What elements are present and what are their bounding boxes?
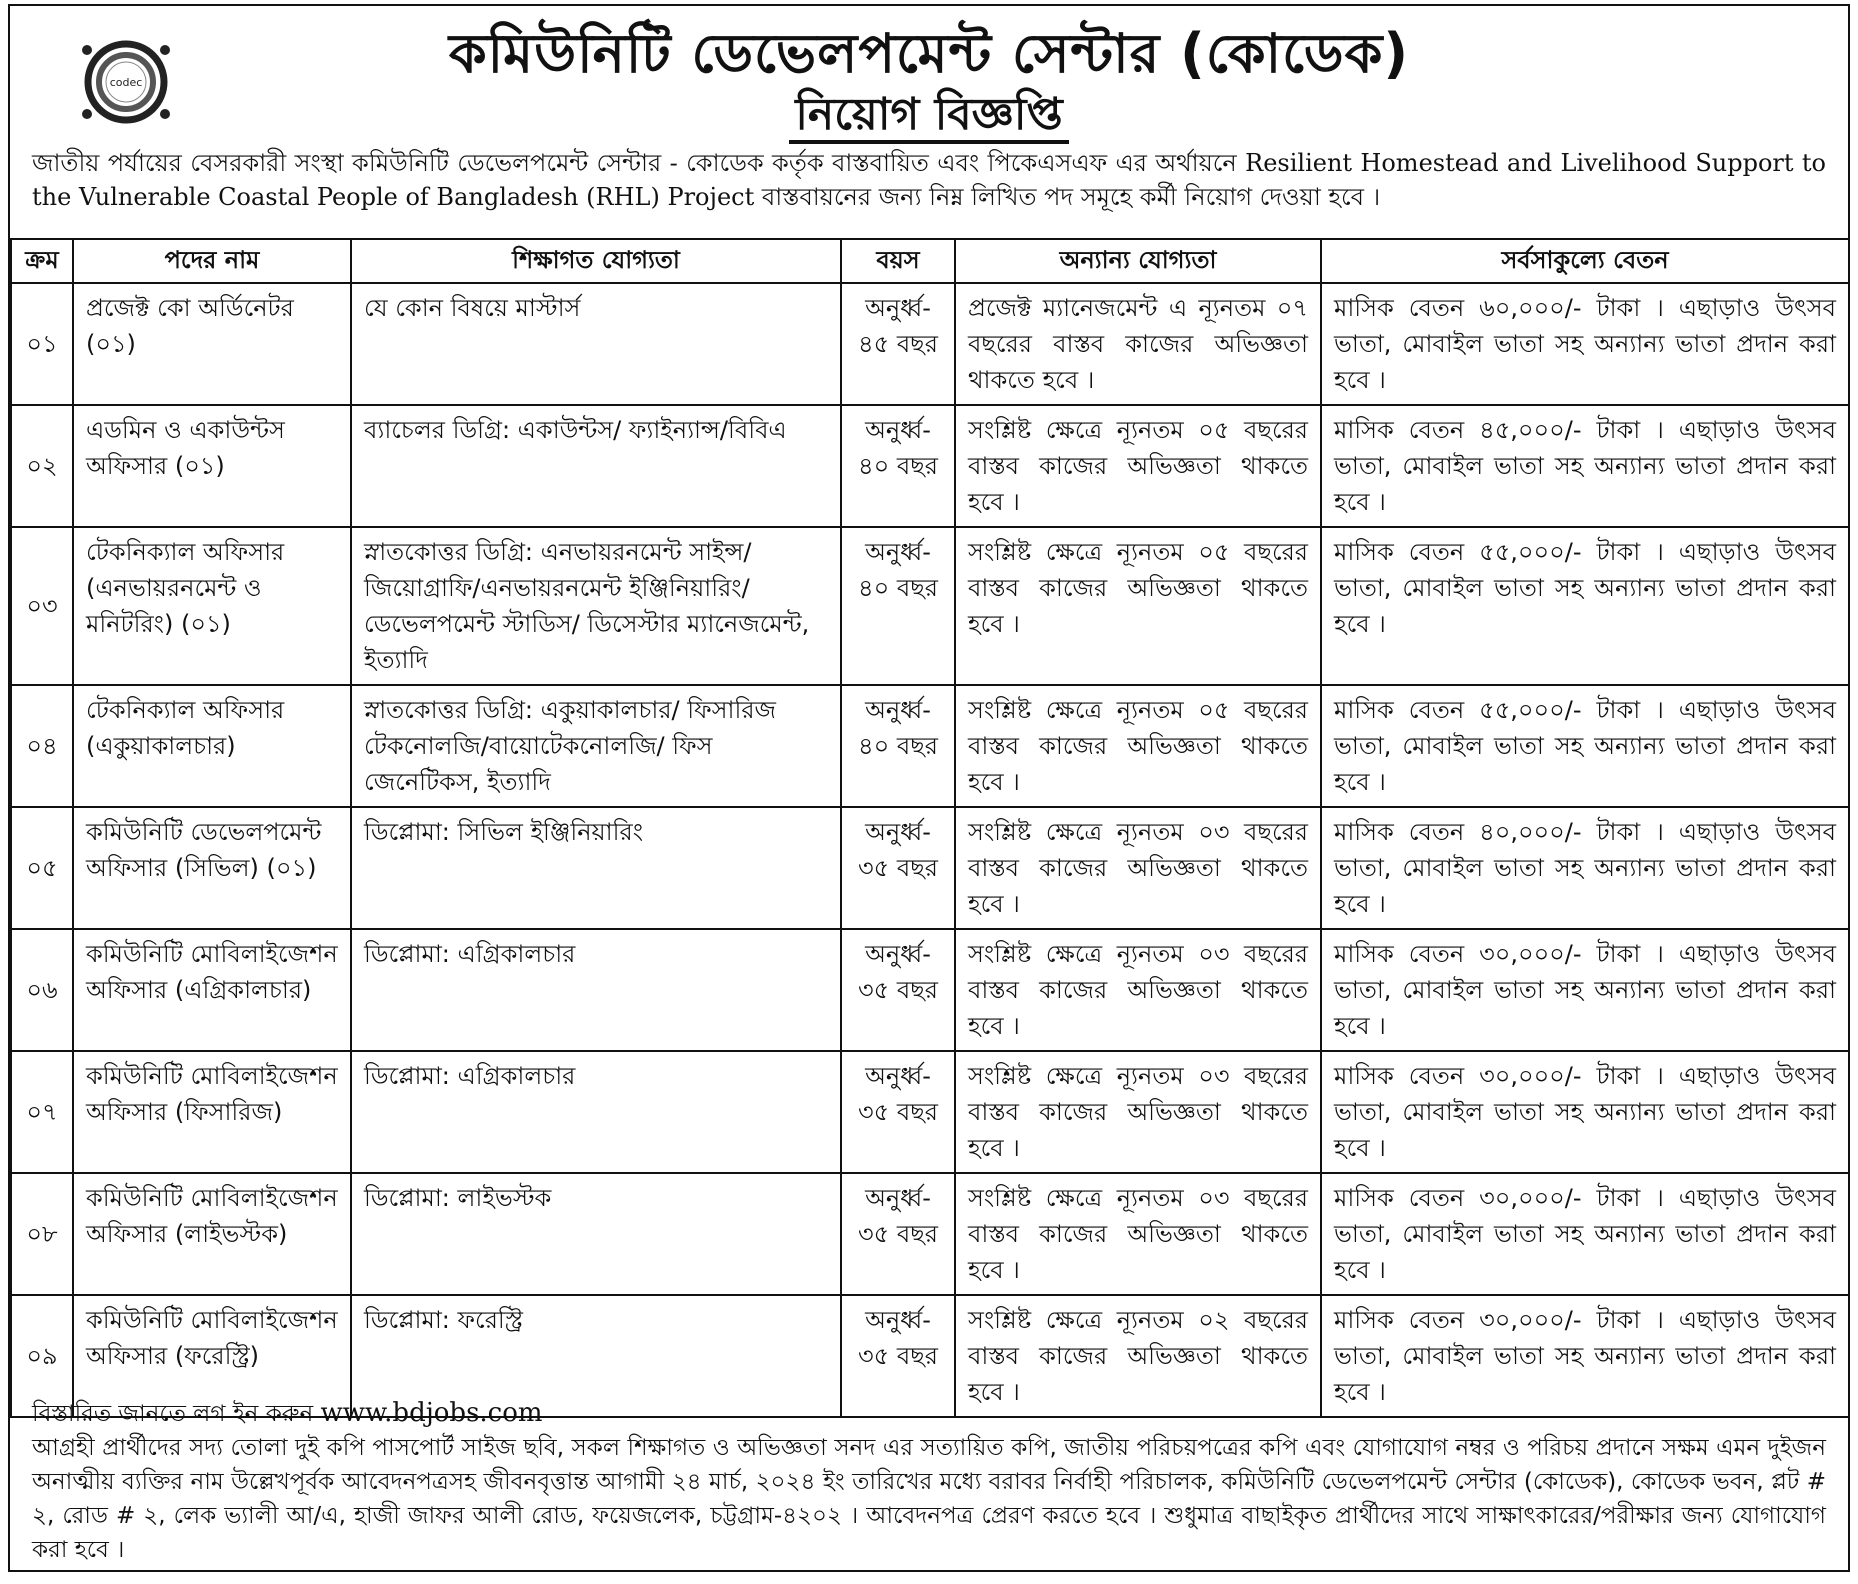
cell-age: অনুর্ধ্ব- ৪৫ বছর (841, 283, 955, 405)
vacancy-table (10, 238, 1850, 1418)
table-header-row (11, 239, 1849, 283)
cell-post-name: টেকনিক্যাল অফিসার (একুয়াকালচার) (73, 685, 351, 807)
cell-serial: ০৬ (11, 929, 73, 1051)
cell-serial: ০৩ (11, 527, 73, 685)
cell-education: ব্যাচেলর ডিগ্রি: একাউন্টস/ ফ্যাইন্যান্স/বিবিএ (351, 405, 841, 527)
cell-post-name: কমিউনিটি মোবিলাইজেশন অফিসার (ফরেস্ট্রি) (73, 1295, 351, 1417)
cell-education: ডিপ্লোমা: লাইভস্টক (351, 1173, 841, 1295)
cell-age: অনুর্ধ্ব- ৩৫ বছর (841, 807, 955, 929)
header (10, 6, 1848, 146)
website-link[interactable]: www.bdjobs.com (320, 1398, 543, 1428)
header-salary: সর্বসাকুল্যে বেতন (1321, 239, 1849, 283)
cell-age: অনুর্ধ্ব- ৩৫ বছর (841, 1295, 955, 1417)
cell-salary: মাসিক বেতন ৪০,০০০/- টাকা । এছাড়াও উৎসব ভাতা, মোবাইল ভাতা সহ অন্যান্য ভাতা প্রদান করা হবে । (1321, 807, 1849, 929)
notice-subtitle (10, 88, 1848, 142)
table-row (11, 1051, 1849, 1173)
cell-age: অনুর্ধ্ব- ৪০ বছর (841, 527, 955, 685)
footer (32, 1396, 1826, 1567)
cell-other-qualification: সংশ্লিষ্ট ক্ষেত্রে ন্যূনতম ০৩ বছরের বাস্তব কাজের অভিজ্ঞতা থাকতে হবে । (955, 1173, 1321, 1295)
logo-text: codec (109, 76, 143, 89)
table-row (11, 685, 1849, 807)
cell-serial: ০৭ (11, 1051, 73, 1173)
cell-other-qualification: সংশ্লিষ্ট ক্ষেত্রে ন্যূনতম ০৫ বছরের বাস্তব কাজের অভিজ্ঞতা থাকতে হবে । (955, 685, 1321, 807)
cell-other-qualification: সংশ্লিষ্ট ক্ষেত্রে ন্যূনতম ০৫ বছরের বাস্তব কাজের অভিজ্ঞতা থাকতে হবে । (955, 405, 1321, 527)
cell-post-name: কমিউনিটি মোবিলাইজেশন অফিসার (এগ্রিকালচার) (73, 929, 351, 1051)
header-other-qualification: অন্যান্য যোগ্যতা (955, 239, 1321, 283)
cell-salary: মাসিক বেতন ৫৫,০০০/- টাকা । এছাড়াও উৎসব ভাতা, মোবাইল ভাতা সহ অন্যান্য ভাতা প্রদান করা হবে । (1321, 527, 1849, 685)
cell-salary: মাসিক বেতন ৩০,০০০/- টাকা । এছাড়াও উৎসব ভাতা, মোবাইল ভাতা সহ অন্যান্য ভাতা প্রদান করা হবে । (1321, 929, 1849, 1051)
table-row (11, 1173, 1849, 1295)
cell-education: ডিপ্লোমা: সিভিল ইঞ্জিনিয়ারিং (351, 807, 841, 929)
cell-salary: মাসিক বেতন ৩০,০০০/- টাকা । এছাড়াও উৎসব ভাতা, মোবাইল ভাতা সহ অন্যান্য ভাতা প্রদান করা হবে । (1321, 1051, 1849, 1173)
cell-age: অনুর্ধ্ব- ৩৫ বছর (841, 1051, 955, 1173)
cell-other-qualification: প্রজেক্ট ম্যানেজমেন্ট এ ন্যূনতম ০৭ বছরের বাস্তব কাজের অভিজ্ঞতা থাকতে হবে । (955, 283, 1321, 405)
cell-post-name: কমিউনিটি মোবিলাইজেশন অফিসার (ফিসারিজ) (73, 1051, 351, 1173)
cell-salary: মাসিক বেতন ৪৫,০০০/- টাকা । এছাড়াও উৎসব ভাতা, মোবাইল ভাতা সহ অন্যান্য ভাতা প্রদান করা হবে । (1321, 405, 1849, 527)
intro-paragraph: জাতীয় পর্যায়ের বেসরকারী সংস্থা কমিউনিটি ডেভেলপমেন্ট সেন্টার - কোডেক কর্তৃক বাস্তবায়িত এবং পিকেএসএফ এর অর্থায়নে Resilient Homestead and Livelihood Support to the Vulnerable Coastal People of Bangladesh (RHL) Project বাস্তবায়নের জন্য নিম্ন লিখিত পদ সমূহে কর্মী নিয়োগ দেওয়া হবে । (32, 149, 1826, 211)
table-row (11, 283, 1849, 405)
cell-education: ডিপ্লোমা: এগ্রিকালচার (351, 1051, 841, 1173)
header-serial: ক্রম (11, 239, 73, 283)
table-row (11, 929, 1849, 1051)
cell-salary: মাসিক বেতন ৩০,০০০/- টাকা । এছাড়াও উৎসব ভাতা, মোবাইল ভাতা সহ অন্যান্য ভাতা প্রদান করা হবে । (1321, 1295, 1849, 1417)
cell-post-name: কমিউনিটি মোবিলাইজেশন অফিসার (লাইভস্টক) (73, 1173, 351, 1295)
cell-post-name: কমিউনিটি ডেভেলপমেন্ট অফিসার (সিভিল) (০১) (73, 807, 351, 929)
cell-other-qualification: সংশ্লিষ্ট ক্ষেত্রে ন্যূনতম ০২ বছরের বাস্তব কাজের অভিজ্ঞতা থাকতে হবে । (955, 1295, 1321, 1417)
cell-age: অনুর্ধ্ব- ৩৫ বছর (841, 929, 955, 1051)
table-row (11, 405, 1849, 527)
cell-serial: ০৮ (11, 1173, 73, 1295)
header-post-name: পদের নাম (73, 239, 351, 283)
organization-title: কমিউনিটি ডেভেলপমেন্ট সেন্টার (কোডেক) (448, 22, 1410, 85)
cell-age: অনুর্ধ্ব- ৪০ বছর (841, 685, 955, 807)
cell-post-name: এডমিন ও একাউন্টস অফিসার (০১) (73, 405, 351, 527)
cell-serial: ০২ (11, 405, 73, 527)
cell-serial: ০৪ (11, 685, 73, 807)
cell-education: স্নাতকোত্তর ডিগ্রি: একুয়াকালচার/ ফিসারিজ টেকনোলজি/বায়োটেকনোলজি/ ফিস জেনেটিকস, ইত্যাদি (351, 685, 841, 807)
cell-salary: মাসিক বেতন ৫৫,০০০/- টাকা । এছাড়াও উৎসব ভাতা, মোবাইল ভাতা সহ অন্যান্য ভাতা প্রদান করা হবে । (1321, 685, 1849, 807)
cell-other-qualification: সংশ্লিষ্ট ক্ষেত্রে ন্যূনতম ০৩ বছরের বাস্তব কাজের অভিজ্ঞতা থাকতে হবে । (955, 807, 1321, 929)
cell-post-name: টেকনিক্যাল অফিসার (এনভায়রনমেন্ট ও মনিটরিং) (০১) (73, 527, 351, 685)
cell-age: অনুর্ধ্ব- ৪০ বছর (841, 405, 955, 527)
cell-serial: ০৯ (11, 1295, 73, 1417)
cell-education: যে কোন বিষয়ে মাস্টার্স (351, 283, 841, 405)
cell-other-qualification: সংশ্লিষ্ট ক্ষেত্রে ন্যূনতম ০৩ বছরের বাস্তব কাজের অভিজ্ঞতা থাকতে হবে । (955, 929, 1321, 1051)
cell-salary: মাসিক বেতন ৩০,০০০/- টাকা । এছাড়াও উৎসব ভাতা, মোবাইল ভাতা সহ অন্যান্য ভাতা প্রদান করা হবে । (1321, 1173, 1849, 1295)
job-circular-page (8, 4, 1850, 1572)
cell-age: অনুর্ধ্ব- ৩৫ বছর (841, 1173, 955, 1295)
cell-education: ডিপ্লোমা: ফরেস্ট্রি (351, 1295, 841, 1417)
cell-post-name: প্রজেক্ট কো অর্ডিনেটর (০১) (73, 283, 351, 405)
cell-serial: ০১ (11, 283, 73, 405)
cell-education: স্নাতকোত্তর ডিগ্রি: এনভায়রনমেন্ট সাইন্স/ জিয়োগ্রাফি/এনভায়রনমেন্ট ইঞ্জিনিয়ারিং/ডেভেলপমেন্ট স্টাডিস/ ডিসেস্টার ম্যানেজমেন্ট, ইত্যাদি (351, 527, 841, 685)
cell-education: ডিপ্লোমা: এগ্রিকালচার (351, 929, 841, 1051)
details-prefix: বিস্তারিত জানতে লগ ইন করুন (32, 1401, 314, 1427)
details-line (32, 1396, 1826, 1431)
subtitle-text: নিয়োগ বিজ্ঞপ্তি (789, 89, 1068, 144)
cell-other-qualification: সংশ্লিষ্ট ক্ষেত্রে ন্যূনতম ০৩ বছরের বাস্তব কাজের অভিজ্ঞতা থাকতে হবে । (955, 1051, 1321, 1173)
cell-other-qualification: সংশ্লিষ্ট ক্ষেত্রে ন্যূনতম ০৫ বছরের বাস্তব কাজের অভিজ্ঞতা থাকতে হবে । (955, 527, 1321, 685)
table-row (11, 807, 1849, 929)
header-education: শিক্ষাগত যোগ্যতা (351, 239, 841, 283)
cell-salary: মাসিক বেতন ৬০,০০০/- টাকা । এছাড়াও উৎসব ভাতা, মোবাইল ভাতা সহ অন্যান্য ভাতা প্রদান করা হবে । (1321, 283, 1849, 405)
application-instructions: আগ্রহী প্রার্থীদের সদ্য তোলা দুই কপি পাসপোর্ট সাইজ ছবি, সকল শিক্ষাগত ও অভিজ্ঞতা সনদ এর সত্যায়িত কপি, জাতীয় পরিচয়পত্রের কপি এবং যোগাযোগ নম্বর ও পরিচয় প্রদানে সক্ষম এমন দুইজন অনাত্মীয় ব্যক্তির নাম উল্লেখপূর্বক আবেদনপত্রসহ জীবনবৃত্তান্ত আগামী ২৪ মার্চ, ২০২৪ ইং তারিখের মধ্যে বরাবর নির্বাহী পরিচালক, কমিউনিটি ডেভেলপমেন্ট সেন্টার (কোডেক), কোডেক ভবন, প্লট # ২, রোড # ২, লেক ভ্যালী আ/এ, হাজী জাফর আলী রোড, ফয়েজলেক, চট্টগ্রাম-৪২০২ । আবেদনপত্র প্রেরণ করতে হবে । শুধুমাত্র বাছাইকৃত প্রার্থীদের সাথে সাক্ষাৎকারের/পরীক্ষার জন্য যোগাযোগ করা হবে । (32, 1435, 1826, 1563)
table-row (11, 527, 1849, 685)
cell-serial: ০৫ (11, 807, 73, 929)
header-age: বয়স (841, 239, 955, 283)
